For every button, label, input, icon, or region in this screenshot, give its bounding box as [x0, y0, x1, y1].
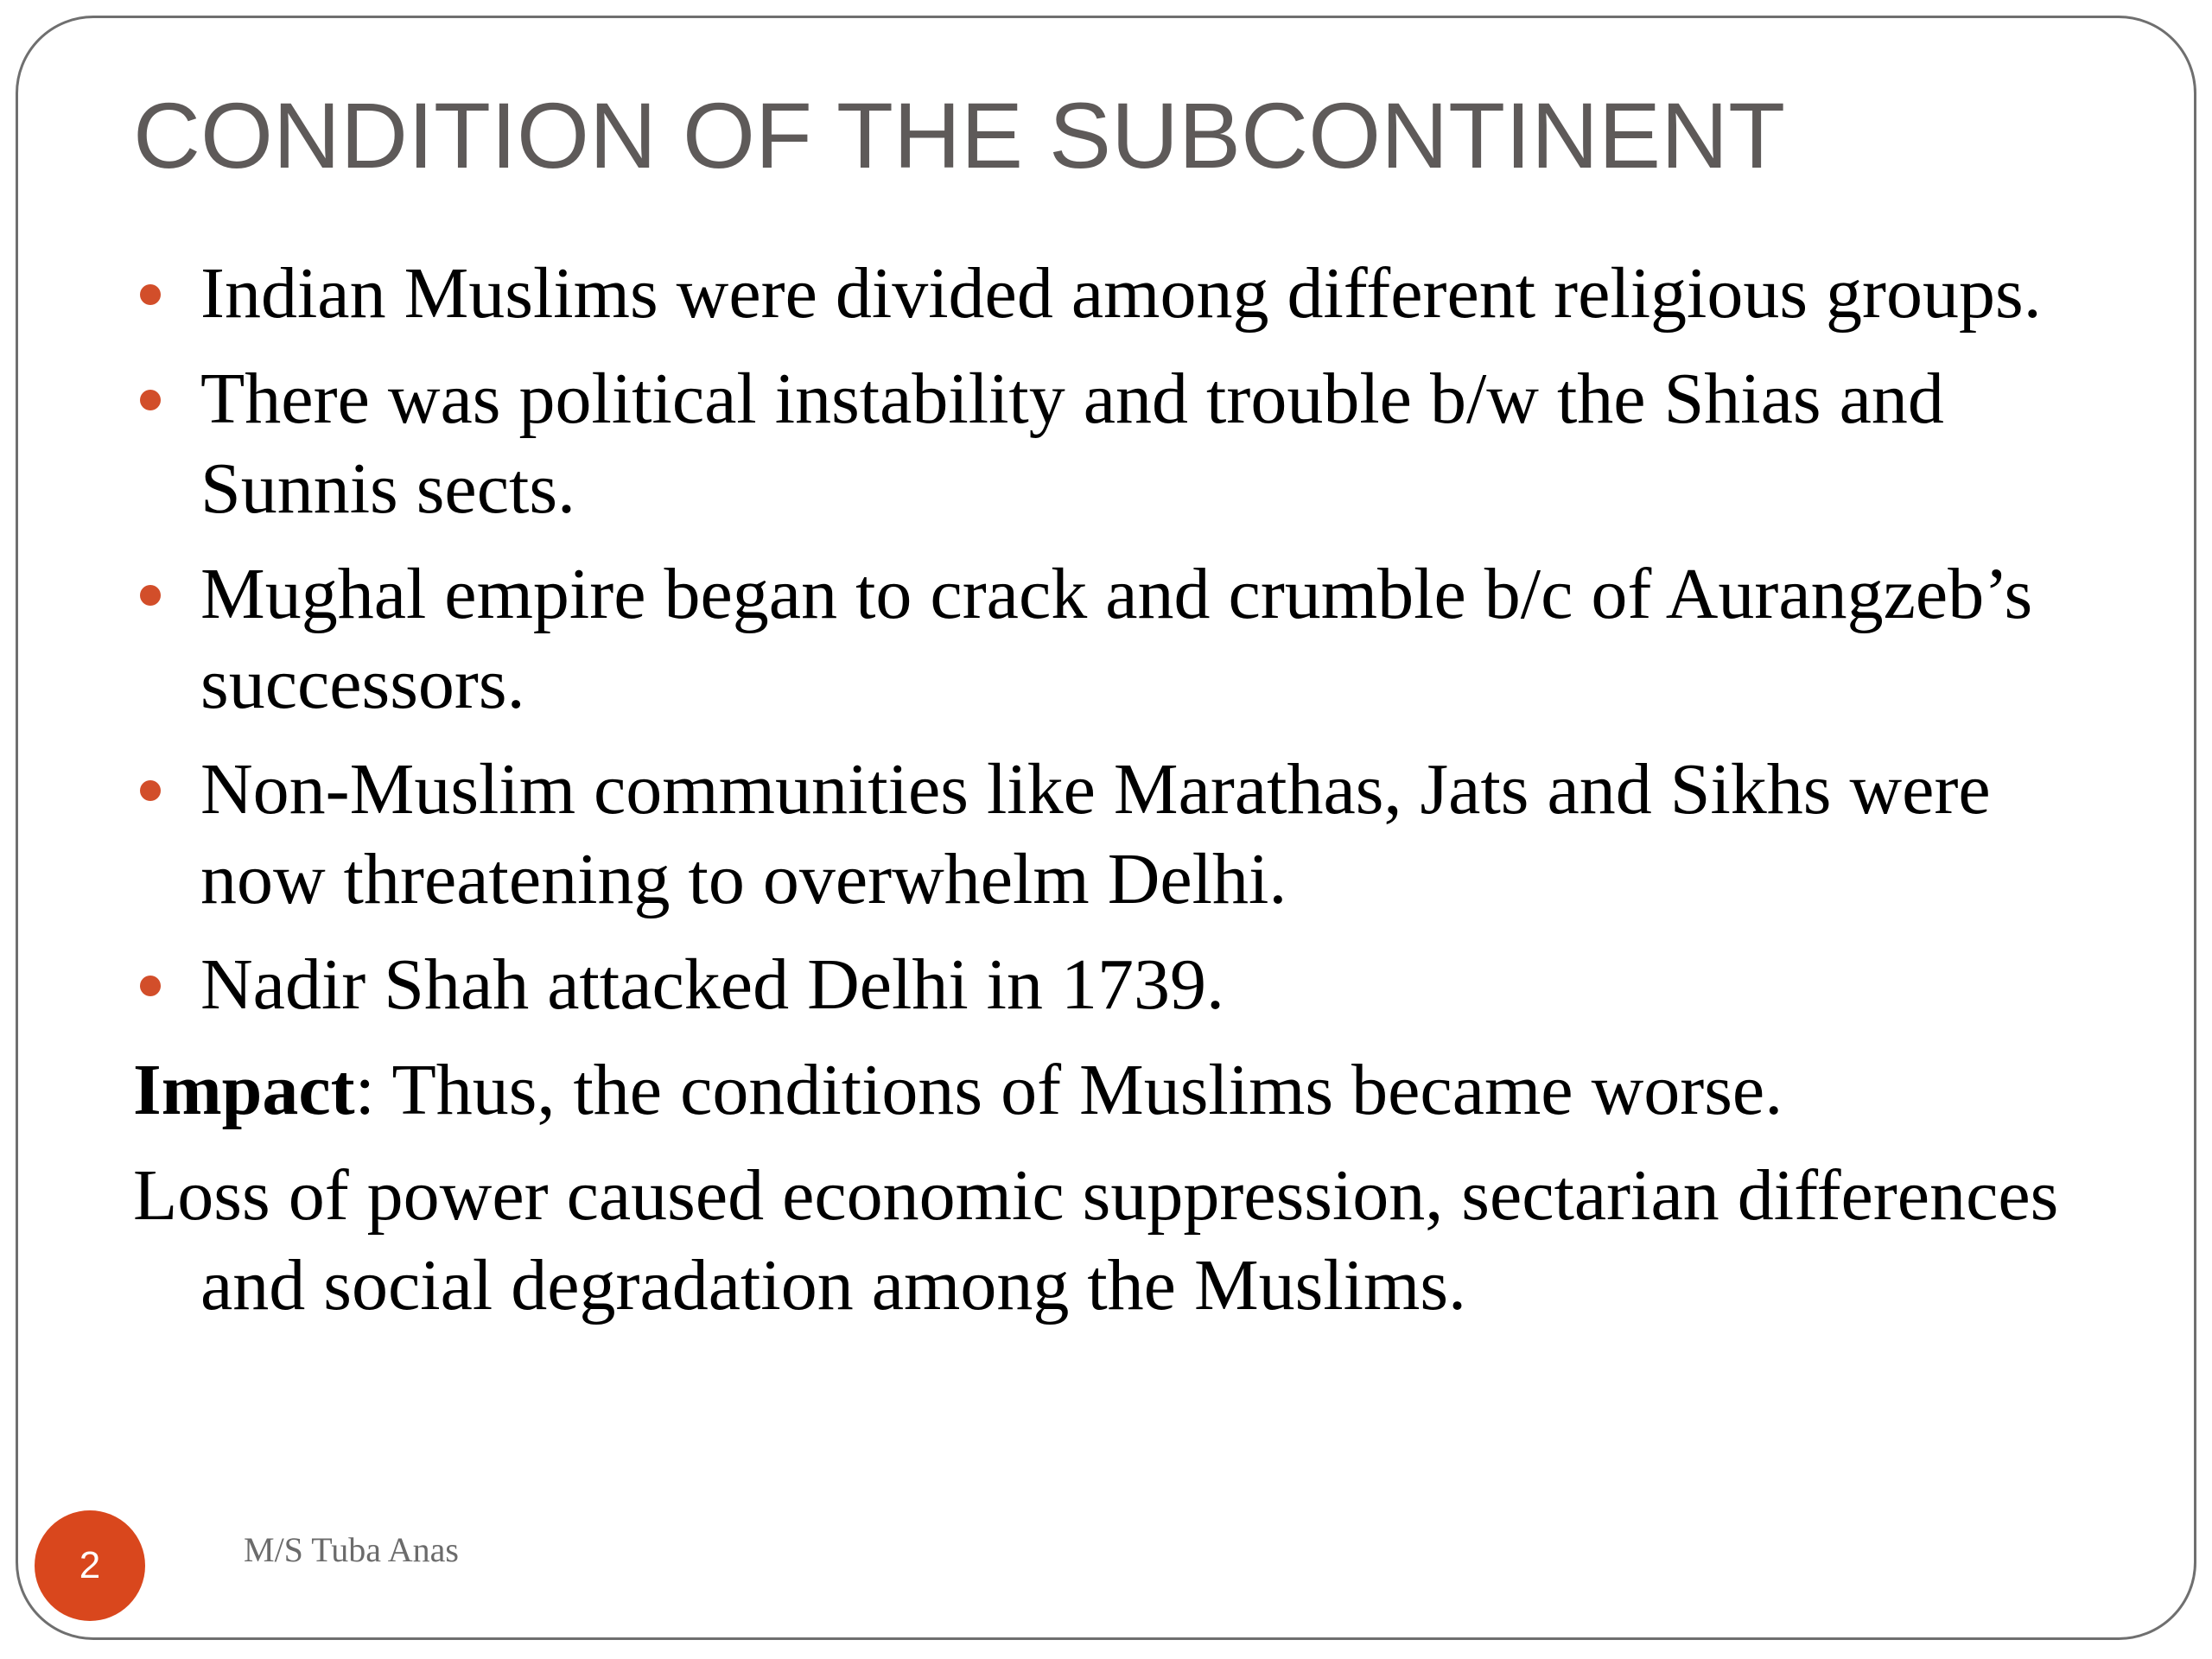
impact-paragraph	[133, 1046, 2103, 1135]
bullet-item	[133, 249, 2103, 339]
bullet-item	[133, 550, 2103, 729]
closing-paragraph: Loss of power caused economic suppression, sectarian differences and social degradation among the Muslims.	[133, 1155, 2059, 1325]
footer-author: M/S Tuba Anas	[244, 1530, 459, 1569]
slide-content	[133, 249, 2103, 1346]
impact-text: : Thus, the conditions of Muslims became worse.	[354, 1050, 1783, 1130]
bullet-item	[133, 745, 2103, 925]
bullet-text: Non-Muslim communities like Marathas, Jats and Sikhs were now threatening to overwhelm Delhi.	[200, 749, 1991, 919]
impact-label: Impact	[133, 1050, 355, 1130]
bullet-item	[133, 940, 2103, 1030]
bullet-text: Mughal empire began to crack and crumble b/c of Aurangzeb’s successors.	[200, 554, 2033, 724]
bullet-text: Indian Muslims were divided among different religious groups.	[200, 253, 2042, 334]
bullet-dot-icon	[140, 390, 161, 410]
slide-title: CONDITION OF THE SUBCONTINENT	[133, 83, 1786, 188]
bullet-list	[133, 249, 2103, 1030]
bullet-item	[133, 354, 2103, 534]
bullet-dot-icon	[140, 976, 161, 996]
slide-number-badge: 2	[35, 1510, 145, 1621]
bullet-text: There was political instability and trouble b/w the Shias and Sunnis sects.	[200, 359, 1944, 529]
bullet-dot-icon	[140, 284, 161, 305]
bullet-text: Nadir Shah attacked Delhi in 1739.	[200, 944, 1225, 1025]
bullet-dot-icon	[140, 585, 161, 606]
bullet-dot-icon	[140, 780, 161, 801]
